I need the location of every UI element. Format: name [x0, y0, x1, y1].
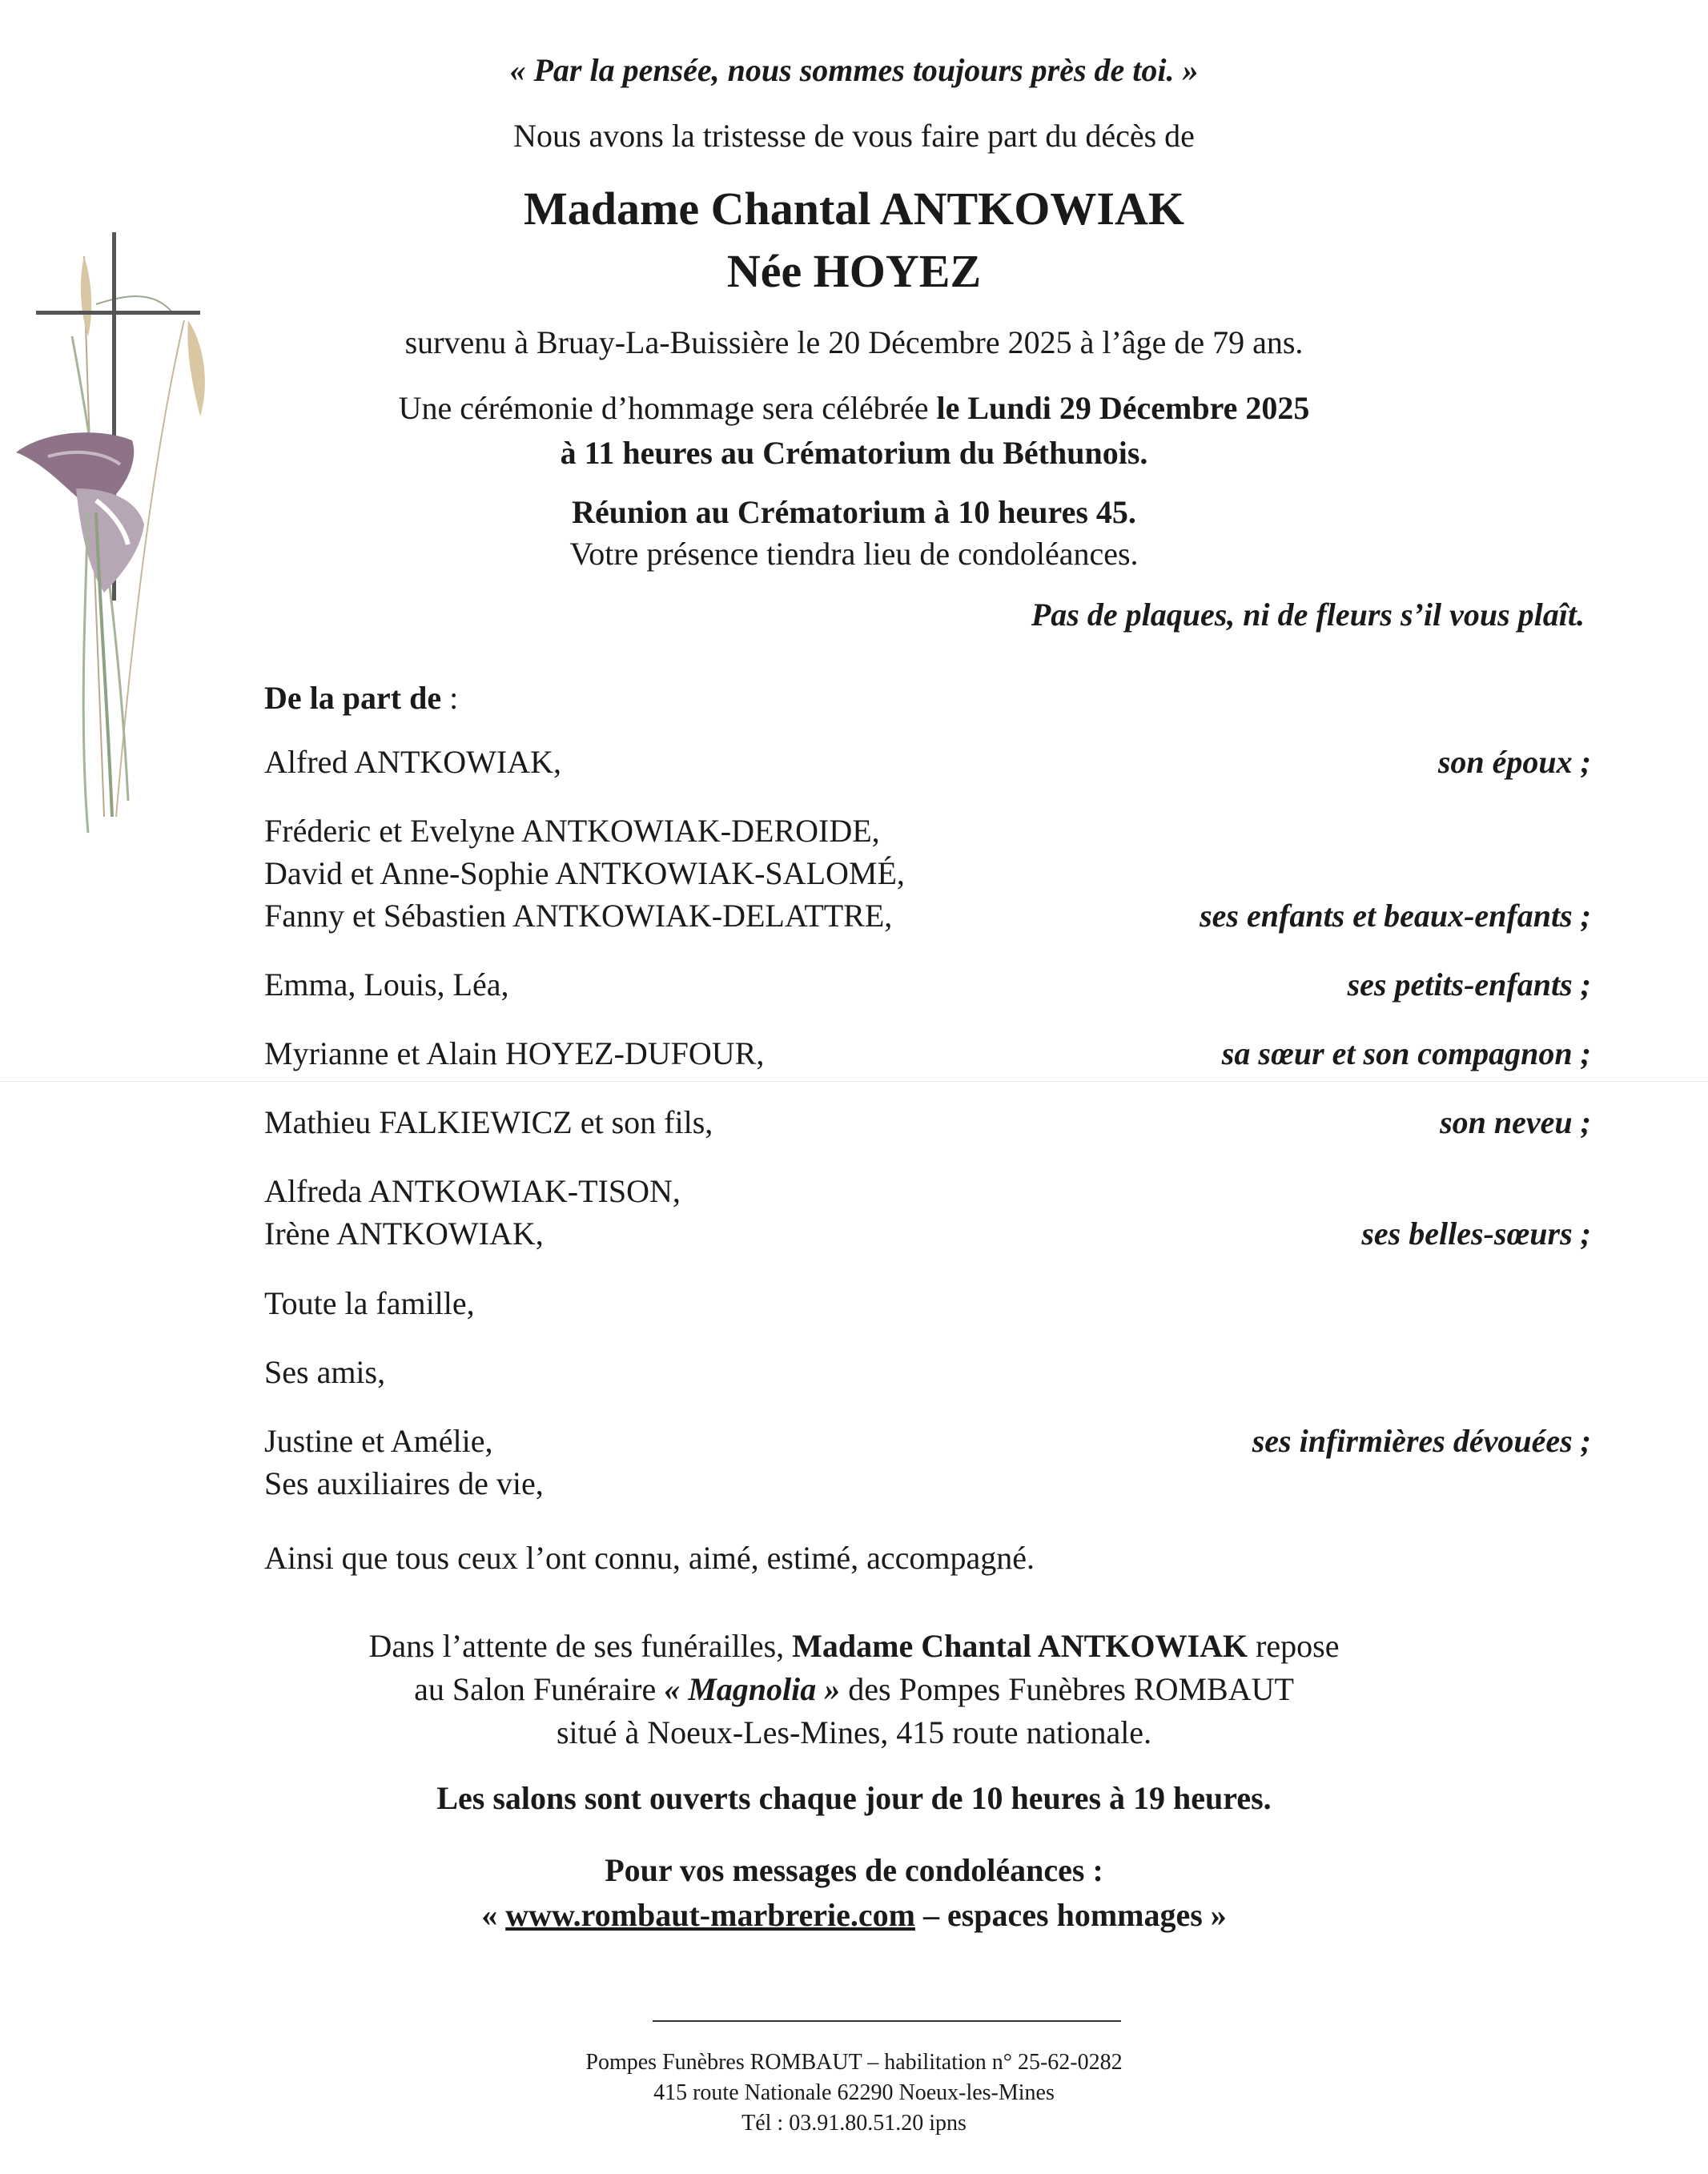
- footer-divider: [653, 2020, 1121, 2022]
- rest-l2-a: au Salon Funéraire: [414, 1671, 665, 1707]
- from-label-text: De la part de: [264, 680, 442, 716]
- family-relation: son époux ;: [1437, 744, 1591, 780]
- ceremony-date: le Lundi 29 Décembre 2025: [936, 390, 1310, 426]
- calla-lily-icon: [16, 432, 144, 833]
- family-line: Toute la famille,: [264, 1285, 475, 1321]
- footer-line-1: Pompes Funèbres ROMBAUT – habilitation n° 25-62-0282: [585, 2050, 1123, 2075]
- family-line: Ses auxiliaires de vie,: [264, 1465, 544, 1501]
- rest-line-3: situé à Noeux-Les-Mines, 415 route nationale.: [556, 1714, 1152, 1750]
- intro-text: Nous avons la tristesse de vous faire part du décès de: [513, 118, 1195, 154]
- from-label: [264, 682, 458, 714]
- maiden-name: Née HOYEZ: [726, 245, 982, 297]
- scan-artifact-line: [0, 1081, 1708, 1082]
- messages-title: Pour vos messages de condoléances :: [605, 1852, 1103, 1888]
- ceremony-prefix: Une cérémonie d’hommage sera célébrée: [398, 390, 937, 426]
- messages-link-line: [0, 1899, 1708, 1931]
- rest-l1-a: Dans l’attente de ses funérailles,: [368, 1628, 793, 1664]
- family-line: David et Anne-Sophie ANTKOWIAK-SALOMÉ,: [264, 855, 905, 891]
- salon-hours: Les salons sont ouverts chaque jour de 10 heures à 19 heures.: [436, 1780, 1272, 1816]
- messages-open: «: [481, 1897, 506, 1933]
- rest-l1-name: Madame Chantal ANTKOWIAK: [792, 1628, 1248, 1664]
- messages-close: – espaces hommages »: [914, 1897, 1227, 1933]
- ceremony-line-1: [0, 392, 1708, 424]
- family-line: Alfreda ANTKOWIAK-TISON,: [264, 1173, 681, 1209]
- death-details: survenu à Bruay-La-Buissière le 20 Décembre 2025 à l’âge de 79 ans.: [404, 324, 1304, 360]
- family-line: Fanny et Sébastien ANTKOWIAK-DELATTRE,: [264, 898, 893, 934]
- ceremony-line-2: à 11 heures au Crématorium du Béthunois.: [560, 435, 1148, 471]
- from-colon: :: [441, 680, 459, 716]
- rest-line-1: [0, 1630, 1708, 1662]
- family-relation: ses infirmières dévouées ;: [1252, 1423, 1591, 1459]
- footer-line-2: 415 route Nationale 62290 Noeux-les-Mines: [653, 2080, 1055, 2105]
- family-relation: ses belles-sœurs ;: [1361, 1216, 1591, 1252]
- footer-line-3: Tél : 03.91.80.51.20 ipns: [741, 2111, 967, 2136]
- rest-l1-c: repose: [1248, 1628, 1340, 1664]
- family-line: Fréderic et Evelyne ANTKOWIAK-DEROIDE,: [264, 813, 880, 849]
- rest-l2-c: des Pompes Funèbres ROMBAUT: [840, 1671, 1294, 1707]
- family-line: Ainsi que tous ceux l’ont connu, aimé, estimé, accompagné.: [264, 1540, 1035, 1576]
- family-relation: ses petits-enfants ;: [1347, 966, 1591, 1003]
- presence-note: Votre présence tiendra lieu de condoléances.: [569, 536, 1139, 572]
- family-line: Irène ANTKOWIAK,: [264, 1216, 544, 1252]
- family-relation: sa sœur et son compagnon ;: [1221, 1035, 1591, 1071]
- rest-line-2: [0, 1671, 1708, 1707]
- family-line: Alfred ANTKOWIAK,: [264, 744, 562, 780]
- website-link[interactable]: www.rombaut-marbrerie.com: [505, 1897, 915, 1933]
- no-flowers-note: Pas de plaques, ni de fleurs s’il vous plaît.: [1031, 597, 1585, 633]
- family-relation: son neveu ;: [1440, 1104, 1591, 1140]
- family-relation: ses enfants et beaux-enfants ;: [1200, 898, 1591, 934]
- family-line: Ses amis,: [264, 1354, 386, 1390]
- family-line: Emma, Louis, Léa,: [264, 966, 509, 1003]
- rest-l2-salon: « Magnolia »: [664, 1671, 841, 1707]
- opening-quote: « Par la pensée, nous sommes toujours près de toi. »: [509, 52, 1199, 88]
- family-line: Mathieu FALKIEWICZ et son fils,: [264, 1104, 713, 1140]
- cross-lily-illustration: [0, 224, 208, 849]
- deceased-name: Madame Chantal ANTKOWIAK: [524, 183, 1184, 235]
- family-line: Justine et Amélie,: [264, 1423, 493, 1459]
- meeting-info: Réunion au Crématorium à 10 heures 45.: [572, 494, 1136, 530]
- family-line: Myrianne et Alain HOYEZ-DUFOUR,: [264, 1035, 765, 1071]
